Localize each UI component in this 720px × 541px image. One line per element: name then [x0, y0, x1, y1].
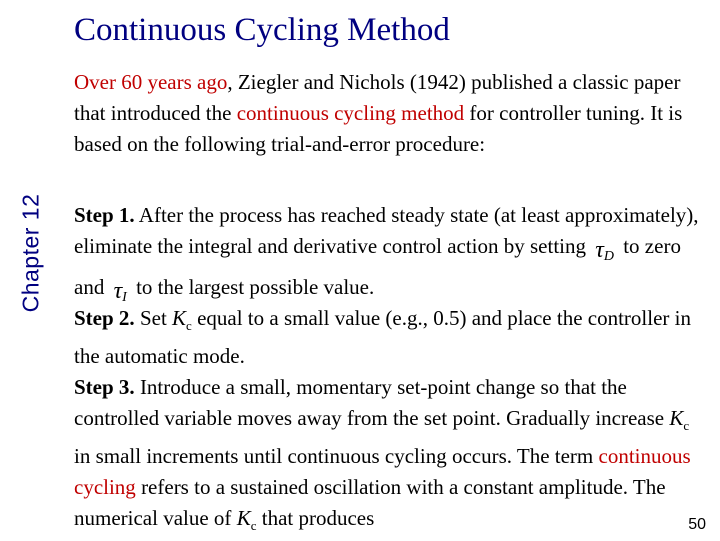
intro-highlight-years: Over 60 years ago	[74, 70, 228, 94]
step-3-text-2: in small increments until continuous cycling occurs. The term	[74, 444, 599, 469]
kc-symbol: $K_c$	[669, 406, 690, 434]
step-2-text-1: Set	[134, 306, 173, 330]
chapter-sidebar	[0, 0, 54, 540]
slide-title: Continuous Cycling Method	[74, 12, 450, 48]
step-2-label: Step 2.	[74, 306, 135, 330]
page-number: 50	[688, 516, 706, 533]
step-1-text-2: to zero and	[74, 234, 681, 299]
kc-symbol: $K_c$	[172, 306, 192, 334]
step-3-highlight: continuous cycling	[74, 444, 691, 500]
step-1-text-1: After the process has reached steady state (at least approximately), eliminate the integral and derivative control action by setting	[74, 203, 699, 258]
intro-text-1: , Ziegler and Nichols (1942) published a classic paper that introduced the	[74, 70, 681, 125]
intro-text-2: for controller tuning. It is based on the following trial-and-error procedure:	[74, 101, 683, 156]
tau-i-symbol: $\tau_I$	[113, 278, 127, 305]
step-2-paragraph	[74, 303, 710, 372]
intro-paragraph	[74, 67, 710, 160]
step-3-text-4: that produces	[256, 506, 375, 531]
step-1-label: Step 1.	[74, 203, 135, 227]
step-3-paragraph	[74, 372, 710, 541]
chapter-label: Chapter 12	[17, 193, 44, 313]
step-3-text-3: refers to a sustained oscillation with a constant amplitude. The numerical value of	[74, 475, 666, 531]
step-3-text-1: Introduce a small, momentary set-point change so that the controlled variable moves away from the set point. Gradually increase	[74, 375, 670, 430]
tau-d-symbol: $\tau_D$	[595, 237, 614, 264]
kc-symbol: $K_c$	[236, 506, 257, 534]
step-1-text-3: to the largest possible value.	[130, 275, 375, 299]
step-1-paragraph	[74, 200, 710, 313]
intro-highlight-method: continuous cycling method	[236, 101, 465, 125]
step-2-text-2: equal to a small value (e.g., 0.5) and place the controller in the automatic mode.	[74, 306, 691, 369]
step-3-label: Step 3.	[74, 375, 135, 399]
